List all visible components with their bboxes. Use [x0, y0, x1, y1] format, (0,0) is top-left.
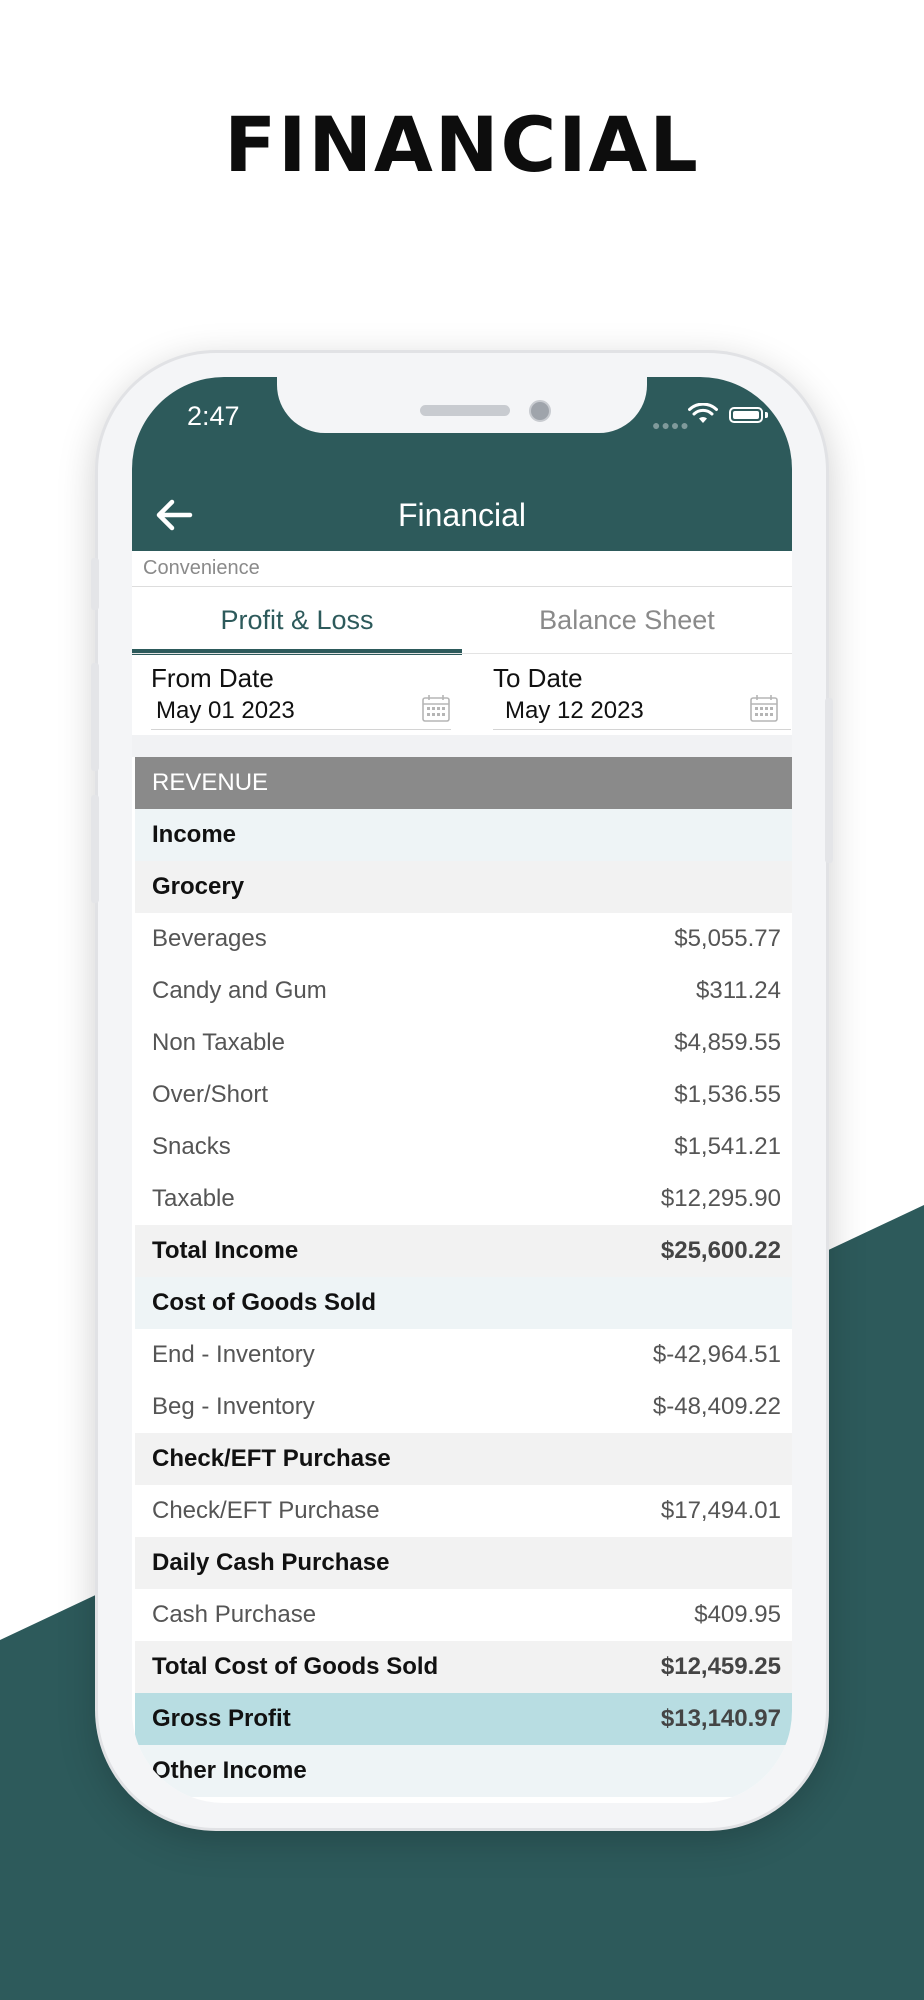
- row-amount: $1,536.55: [674, 1081, 781, 1108]
- row-label: Total Income: [152, 1237, 299, 1264]
- page-headline: FINANCIAL: [224, 100, 700, 189]
- row-amount: $409.95: [694, 1601, 781, 1628]
- calendar-icon[interactable]: [749, 693, 779, 723]
- table-row[interactable]: [135, 1069, 792, 1121]
- table-row[interactable]: [135, 1329, 792, 1381]
- row-amount: $12,459.25: [660, 1653, 781, 1680]
- row-label: End - Inventory: [152, 1341, 315, 1368]
- table-row[interactable]: [135, 1173, 792, 1225]
- row-label: Candy and Gum: [152, 977, 327, 1004]
- battery-icon: [729, 407, 763, 423]
- tabs-divider: [132, 653, 792, 654]
- row-label: Cash Purchase: [152, 1601, 317, 1628]
- gross-profit-row: [135, 1693, 792, 1745]
- speaker-grille: [420, 405, 510, 416]
- group-label: Check/EFT Purchase: [152, 1445, 391, 1472]
- signal-dots-icon: ●●●●: [652, 417, 690, 433]
- row-amount: $17,494.01: [660, 1497, 781, 1524]
- store-name: Convenience: [132, 551, 792, 587]
- from-date-field[interactable]: [151, 655, 451, 725]
- section-label: REVENUE: [152, 769, 269, 796]
- to-date-field[interactable]: [491, 655, 791, 725]
- calendar-icon[interactable]: [421, 693, 451, 723]
- section-gap: [132, 735, 792, 757]
- row-label: Non Taxable: [152, 1029, 285, 1056]
- status-bar: [132, 377, 792, 477]
- row-amount: $311.24: [696, 977, 781, 1004]
- group-label: Cost of Goods Sold: [152, 1289, 376, 1316]
- status-time: 2:47: [187, 401, 240, 431]
- row-amount: $13,140.97: [660, 1705, 781, 1732]
- volume-up-button: [91, 663, 99, 771]
- profit-loss-table[interactable]: [135, 757, 792, 1797]
- phone-frame: [98, 353, 826, 1828]
- table-row[interactable]: [135, 1381, 792, 1433]
- report-tabs: [132, 587, 792, 655]
- row-label: Gross Profit: [152, 1705, 291, 1732]
- row-amount: $1,541.21: [674, 1133, 781, 1160]
- table-row[interactable]: [135, 913, 792, 965]
- power-button: [825, 698, 833, 863]
- to-date-label: To Date: [493, 663, 583, 693]
- row-label: Total Cost of Goods Sold: [152, 1653, 439, 1680]
- row-label: Beg - Inventory: [152, 1393, 315, 1420]
- row-amount: $-42,964.51: [652, 1341, 781, 1368]
- volume-down-button: [91, 795, 99, 903]
- row-label: Snacks: [152, 1133, 231, 1160]
- row-amount: $25,600.22: [660, 1237, 781, 1264]
- row-amount: $5,055.77: [674, 925, 781, 952]
- tab-balance-sheet[interactable]: Balance Sheet: [539, 605, 715, 635]
- row-label: Check/EFT Purchase: [152, 1497, 380, 1524]
- table-row[interactable]: [135, 1589, 792, 1641]
- group-other-income: [135, 1745, 792, 1797]
- table-row[interactable]: [135, 1485, 792, 1537]
- to-date-underline: [493, 729, 791, 730]
- tab-profit-loss[interactable]: Profit & Loss: [132, 587, 462, 655]
- table-row[interactable]: [135, 965, 792, 1017]
- total-cogs-row: [135, 1641, 792, 1693]
- row-label: Beverages: [152, 925, 267, 952]
- from-date-label: From Date: [151, 663, 274, 693]
- table-row[interactable]: [135, 1017, 792, 1069]
- screen-title: Financial: [397, 497, 527, 533]
- wifi-icon: [688, 403, 718, 425]
- group-label: Daily Cash Purchase: [152, 1549, 390, 1576]
- battery-tip: [765, 412, 768, 418]
- table-row[interactable]: [135, 1121, 792, 1173]
- to-date-value[interactable]: May 12 2023: [505, 697, 644, 724]
- mute-switch: [91, 558, 99, 610]
- group-income: [135, 809, 792, 861]
- group-grocery: [135, 861, 792, 913]
- app-bar: [132, 477, 792, 551]
- row-amount: $-48,409.22: [652, 1393, 781, 1420]
- from-date-value[interactable]: May 01 2023: [156, 697, 295, 724]
- notch: [277, 377, 647, 433]
- from-date-underline: [151, 729, 451, 730]
- group-check-eft-purchase: [135, 1433, 792, 1485]
- row-amount: $4,859.55: [674, 1029, 781, 1056]
- group-label: Grocery: [152, 873, 245, 900]
- group-label: Income: [152, 821, 237, 848]
- row-label: Over/Short: [152, 1081, 269, 1108]
- total-income-row: [135, 1225, 792, 1277]
- row-label: Taxable: [152, 1185, 235, 1212]
- group-cost-of-goods-sold: [135, 1277, 792, 1329]
- phone-screen: [132, 377, 792, 1803]
- group-daily-cash-purchase: [135, 1537, 792, 1589]
- group-label: Other Income: [152, 1757, 307, 1784]
- row-amount: $12,295.90: [660, 1185, 781, 1212]
- front-camera: [529, 400, 551, 422]
- section-header-revenue: [135, 757, 792, 809]
